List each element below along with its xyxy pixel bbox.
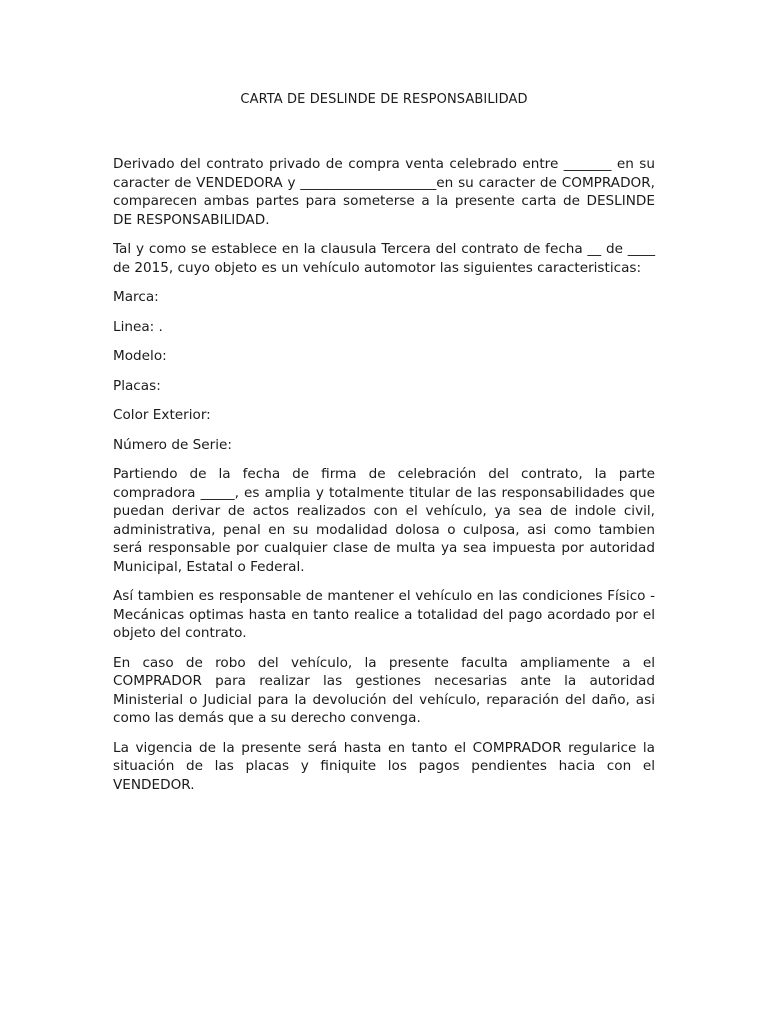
- maintenance-paragraph: Así tambien es responsable de mantener el vehículo en las condiciones Físico - Mecánicas optimas hasta en tanto realice a totalidad del pago acordado por el objeto del contrato.: [113, 588, 655, 641]
- field-placas: Placas:: [113, 377, 161, 394]
- field-marca: Marca:: [113, 289, 159, 305]
- clause-paragraph: Tal y como se establece en la clausula Tercera del contrato de fecha __ de ____ de 2015, cuyo objeto es un vehículo automotor las siguientes caracteristicas:: [113, 241, 655, 276]
- validity-paragraph: La vigencia de la presente será hasta en tanto el COMPRADOR regularice la situación de las placas y finiquite los pagos pendientes hacia con el VENDEDOR.: [113, 739, 655, 793]
- field-numero-serie: Número de Serie:: [113, 436, 232, 453]
- theft-paragraph: En caso de robo del vehículo, la presente faculta ampliamente a el COMPRADOR para realizar las gestiones necesarias ante la autoridad Ministerial o Judicial para la devolución del vehículo, reparación del daño, asi como las demás que a su derecho convenga.: [113, 654, 655, 726]
- field-color-exterior: Color Exterior:: [113, 407, 211, 423]
- field-modelo: Modelo:: [113, 348, 167, 364]
- document-title: CARTA DE DESLINDE DE RESPONSABILIDAD: [240, 92, 528, 107]
- document-body: [113, 155, 655, 805]
- field-linea: Linea: .: [113, 318, 163, 335]
- intro-paragraph: Derivado del contrato privado de compra venta celebrado entre _______ en su caracter de VENDEDORA y ____________________en su caracter de COMPRADOR, comparecen ambas partes para someterse a la presente carta de DESLINDE DE RESPONSABILIDAD.: [113, 156, 655, 228]
- responsibility-paragraph: Partiendo de la fecha de firma de celebración del contrato, la parte compradora _____, es amplia y totalmente titular de las responsabilidades que puedan derivar de actos realizados con el vehículo, ya sea de indole civil, administrativa, penal en su modalidad dolosa o culposa, asi como tambien será responsable por cualquier clase de multa ya sea impuesta por autoridad Municipal, Estatal o Federal.: [113, 466, 655, 575]
